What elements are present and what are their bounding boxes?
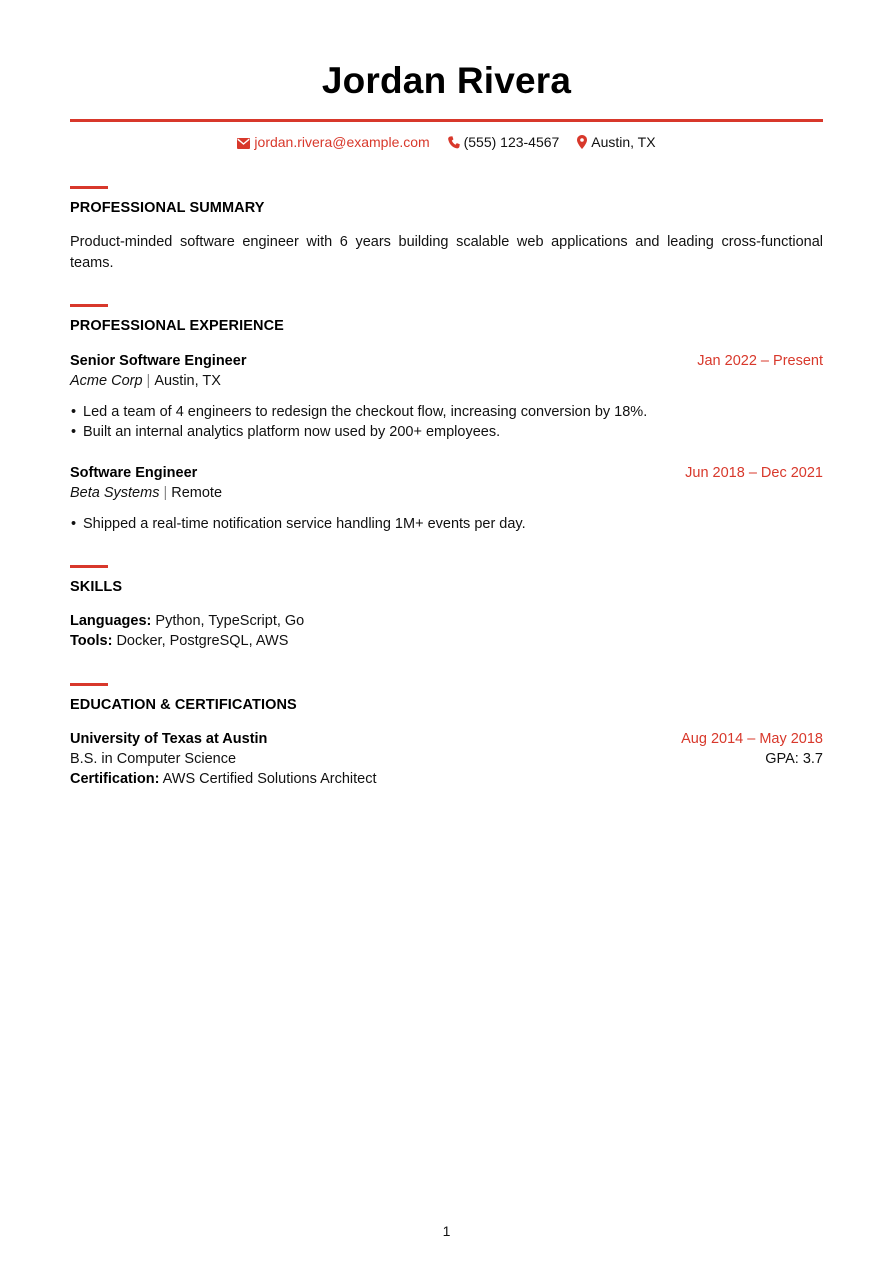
skills-languages-value: Python, TypeScript, Go: [155, 613, 305, 629]
degree: B.S. in Computer Science: [70, 751, 237, 767]
section-title: PROFESSIONAL SUMMARY: [70, 200, 265, 216]
contact-location: [577, 133, 655, 153]
job-title: Software Engineer: [70, 465, 198, 481]
separator: |: [146, 373, 151, 389]
skills-section: [70, 565, 823, 651]
job-bullets: [70, 402, 823, 442]
job-entry: [70, 351, 823, 442]
envelope-icon: [237, 135, 250, 153]
map-marker-icon: [577, 135, 587, 153]
education-section: [70, 683, 823, 789]
company-name: Acme Corp: [70, 373, 143, 389]
section-accent-bar: [70, 565, 108, 568]
certification-value: AWS Certified Solutions Architect: [162, 771, 377, 787]
company-name: Beta Systems: [70, 485, 160, 501]
section-accent-bar: [70, 186, 108, 189]
school-name: University of Texas at Austin: [70, 731, 268, 747]
job-location: Remote: [171, 485, 223, 501]
gpa: GPA: 3.7: [765, 751, 823, 767]
education-dates: Aug 2014 – May 2018: [681, 731, 823, 747]
phone-icon: [448, 135, 460, 153]
job-location: Austin, TX: [154, 373, 221, 389]
section-title: EDUCATION & CERTIFICATIONS: [70, 697, 297, 713]
contact-email[interactable]: [237, 133, 429, 153]
section-title: SKILLS: [70, 579, 123, 595]
skills-tools-value: Docker, PostgreSQL, AWS: [116, 633, 289, 649]
job-entry: [70, 463, 823, 534]
phone-text: (555) 123-4567: [463, 134, 560, 150]
job-title: Senior Software Engineer: [70, 353, 247, 369]
certification: [70, 769, 823, 789]
skills-languages: [70, 611, 823, 631]
summary-text: Product-minded software engineer with 6 years building scalable web applications and leading cross-functional teams.: [70, 234, 823, 271]
list-item: • Led a team of 4 engineers to redesign the checkout flow, increasing conversion by 18%.: [70, 402, 823, 422]
list-item: • Shipped a real-time notification service handling 1M+ events per day.: [70, 514, 823, 534]
certification-label: Certification:: [70, 771, 160, 787]
job-dates: Jan 2022 – Present: [697, 353, 823, 369]
section-accent-bar: [70, 304, 108, 307]
contact-line: [70, 133, 823, 153]
job-bullets: [70, 514, 823, 534]
location-text: Austin, TX: [591, 134, 656, 150]
experience-section: [70, 304, 823, 334]
skills-languages-label: Languages:: [70, 613, 152, 629]
page-number: 1: [442, 1223, 451, 1239]
separator: |: [163, 485, 168, 501]
email-link[interactable]: jordan.rivera@example.com: [254, 134, 430, 150]
job-dates: Jun 2018 – Dec 2021: [685, 465, 823, 481]
skills-tools: [70, 631, 823, 651]
skills-tools-label: Tools:: [70, 633, 113, 649]
contact-phone: [448, 133, 560, 153]
candidate-name: Jordan Rivera: [321, 60, 572, 101]
list-item: • Built an internal analytics platform now used by 200+ employees.: [70, 422, 823, 442]
section-accent-bar: [70, 683, 108, 686]
summary-section: [70, 186, 823, 274]
section-title: PROFESSIONAL EXPERIENCE: [70, 318, 284, 334]
header-divider: [70, 119, 823, 122]
